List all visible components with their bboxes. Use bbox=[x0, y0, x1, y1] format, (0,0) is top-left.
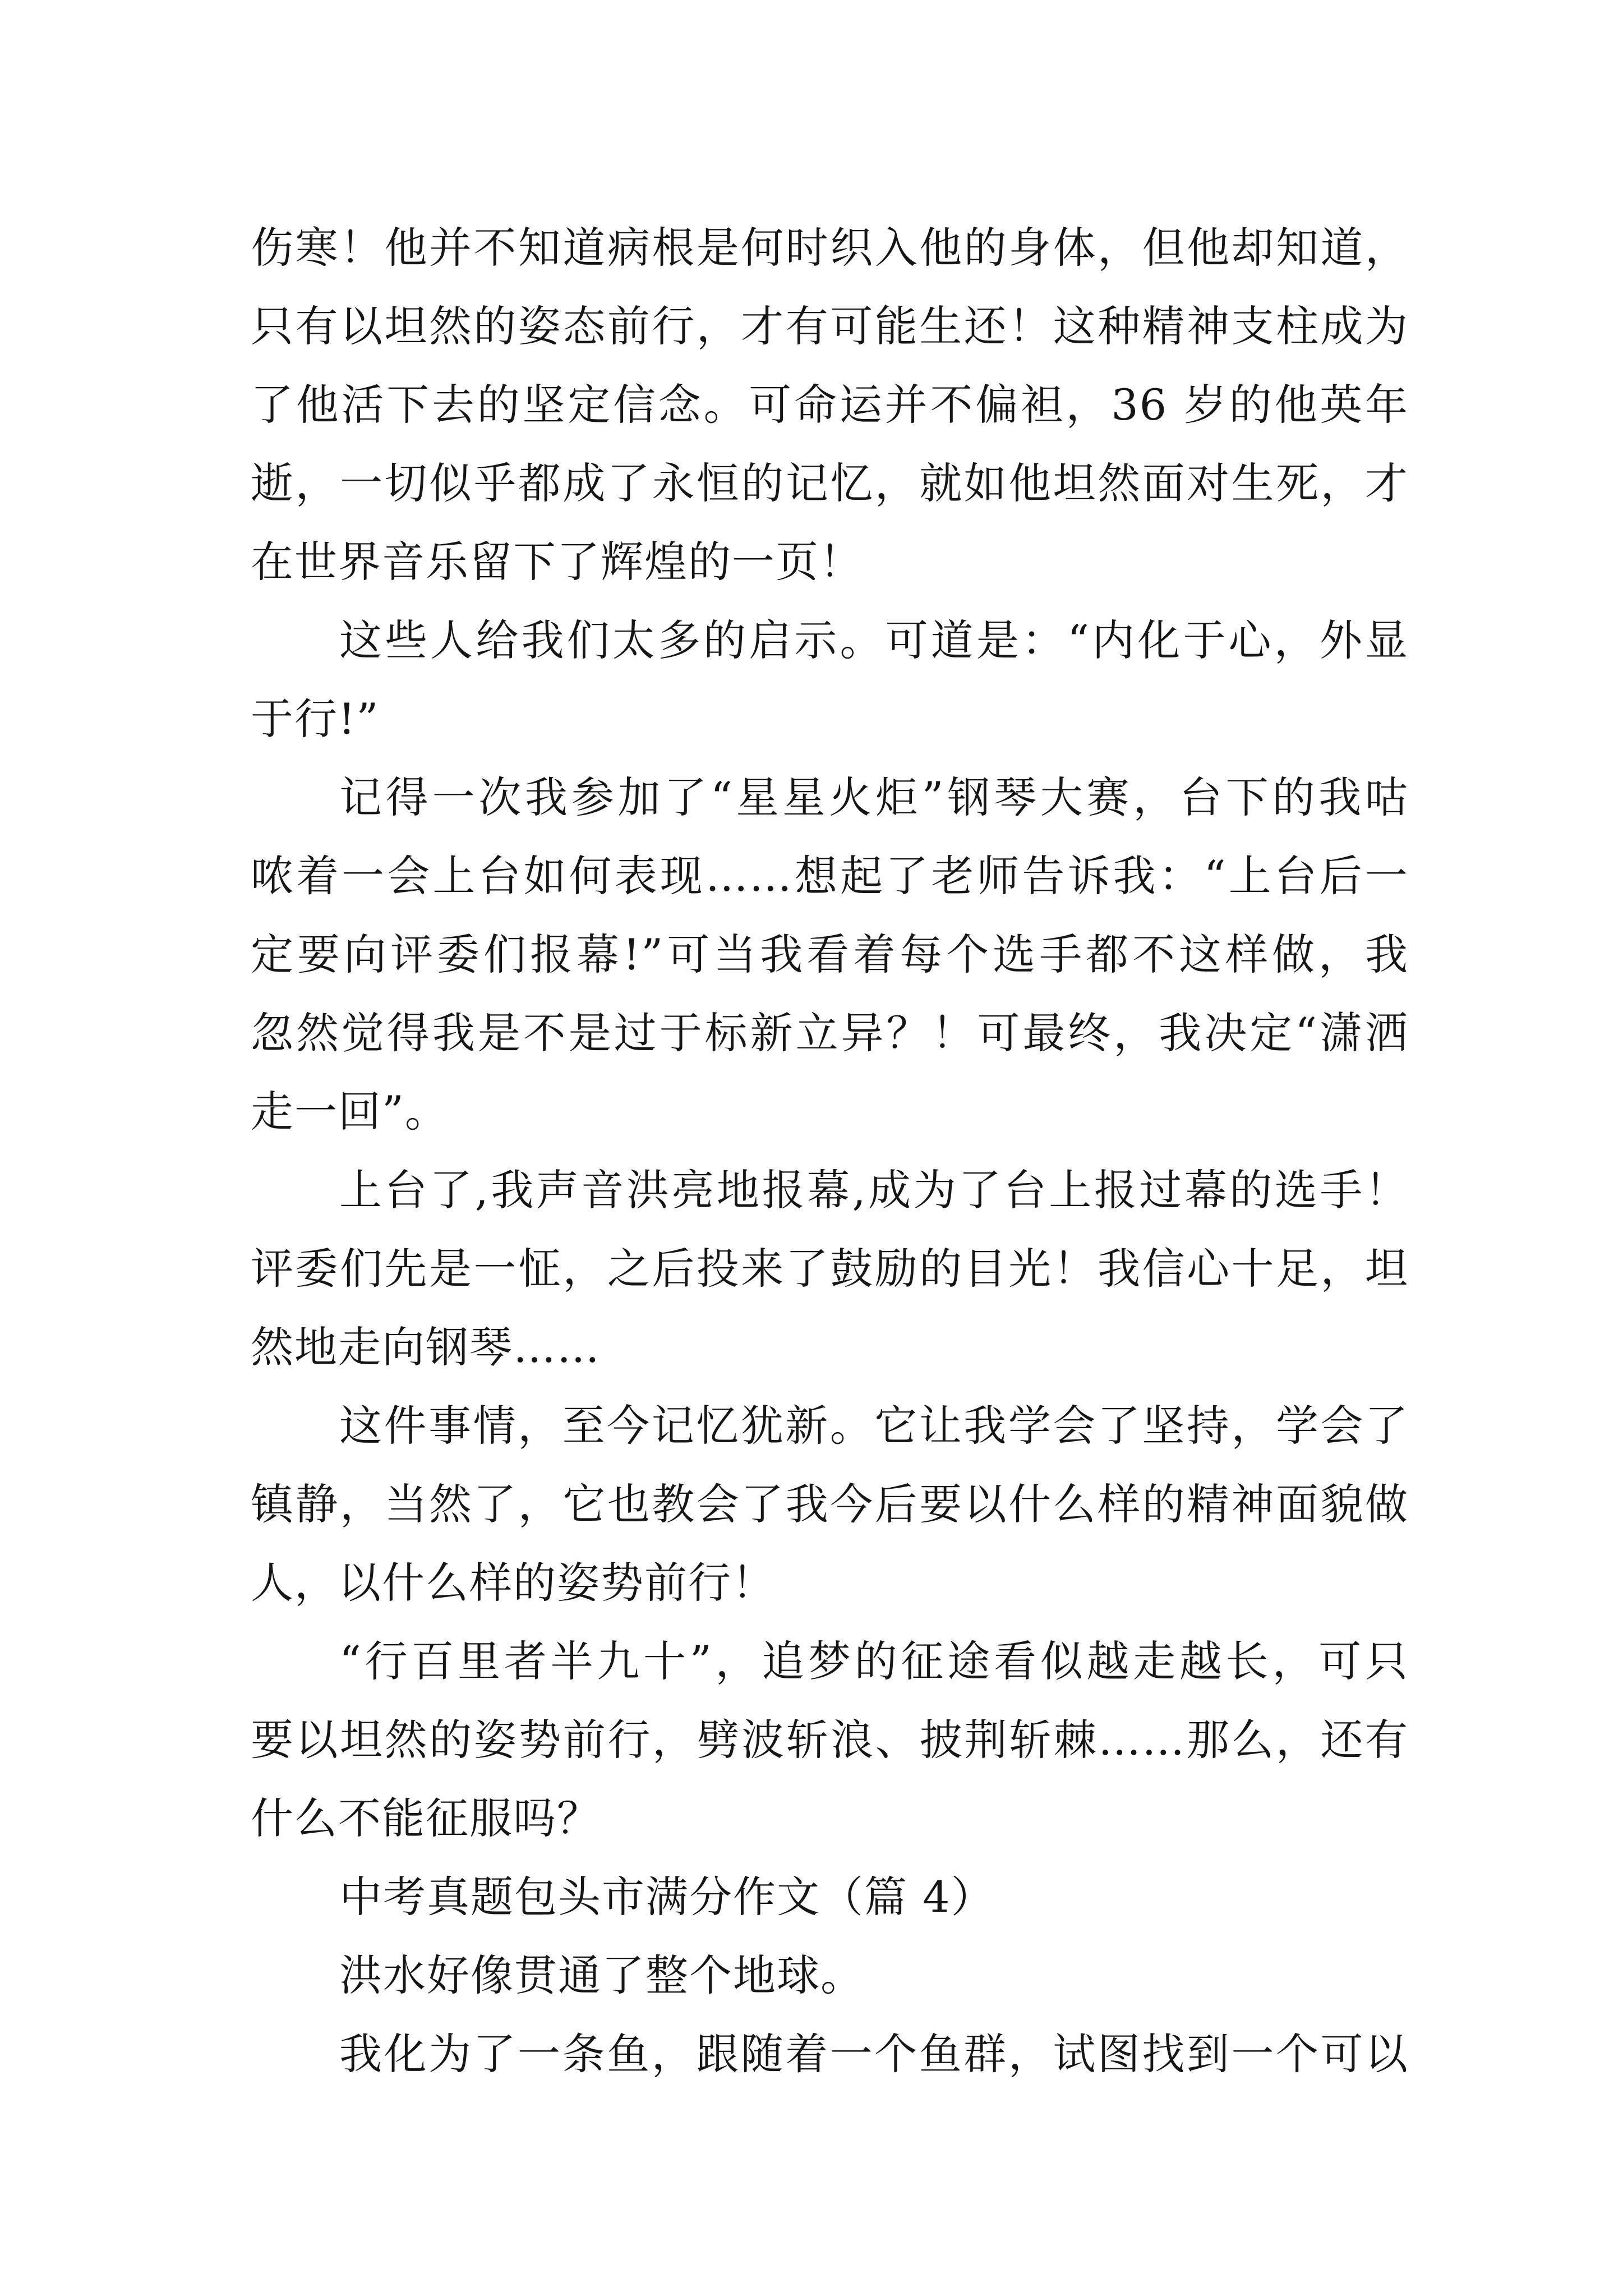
text-line: 人，以什么样的姿势前行！ bbox=[251, 1558, 776, 1608]
text-line: 哝着一会上台如何表现……想起了老师告诉我：“上台后一 bbox=[251, 851, 1409, 901]
text-line: 上台了,我声音洪亮地报幕,成为了台上报过幕的选手！ bbox=[339, 1165, 1409, 1215]
text-line: 定要向评委们报幕!”可当我看着每个选手都不这样做，我 bbox=[251, 930, 1409, 979]
text-line: 这些人给我们太多的启示。可道是：“内化于心，外显 bbox=[339, 615, 1409, 665]
text-line: 评委们先是一怔，之后投来了鼓励的目光！我信心十足，坦 bbox=[251, 1244, 1409, 1294]
paragraph-continuation bbox=[251, 209, 1409, 601]
text-line: 在世界音乐留下了辉煌的一页！ bbox=[251, 537, 863, 587]
text-line: 记得一次我参加了“星星火炬”钢琴大赛，台下的我咕 bbox=[339, 772, 1409, 822]
heading-line: 中考真题包头市满分作文（篇 4） bbox=[339, 1872, 995, 1922]
text-line: 忽然觉得我是不是过于标新立异？！可最终，我决定“潇洒 bbox=[251, 1008, 1409, 1058]
text-line: 这件事情，至今记忆犹新。它让我学会了坚持，学会了 bbox=[339, 1401, 1409, 1451]
paragraph bbox=[251, 601, 1409, 758]
text-line: 只有以坦然的姿态前行，才有可能生还！这种精神支柱成为 bbox=[251, 301, 1409, 351]
text-line: 伤寒！他并不知道病根是何时织入他的身体，但他却知道， bbox=[251, 223, 1409, 273]
paragraph bbox=[251, 1936, 1409, 2015]
text-line: 什么不能征服吗？ bbox=[251, 1793, 601, 1843]
document-page bbox=[251, 209, 1409, 2093]
paragraph bbox=[251, 1387, 1409, 1622]
text-line: 于行!” bbox=[251, 694, 380, 744]
text-line: 走一回”。 bbox=[251, 1087, 449, 1137]
paragraph bbox=[251, 758, 1409, 1151]
text-line: 我化为了一条鱼，跟随着一个鱼群，试图找到一个可以 bbox=[339, 2029, 1409, 2079]
text-line: 然地走向钢琴…… bbox=[251, 1322, 601, 1372]
text-line: 洪水好像贯通了整个地球。 bbox=[339, 1950, 864, 2000]
text-line: “行百里者半九十”，追梦的征途看似越走越长，可只 bbox=[339, 1636, 1409, 1686]
paragraph bbox=[251, 1622, 1409, 1858]
text-line: 逝，一切似乎都成了永恒的记忆，就如他坦然面对生死，才 bbox=[251, 458, 1409, 508]
paragraph bbox=[251, 1151, 1409, 1387]
text-line: 镇静，当然了，它也教会了我今后要以什么样的精神面貌做 bbox=[251, 1479, 1409, 1529]
text-line: 要以坦然的姿势前行，劈波斩浪、披荆斩棘……那么，还有 bbox=[251, 1715, 1409, 1765]
section-heading bbox=[251, 1858, 1409, 1936]
text-line: 了他活下去的坚定信念。可命运并不偏袒，36 岁的他英年 bbox=[251, 380, 1409, 430]
paragraph bbox=[251, 2015, 1409, 2093]
